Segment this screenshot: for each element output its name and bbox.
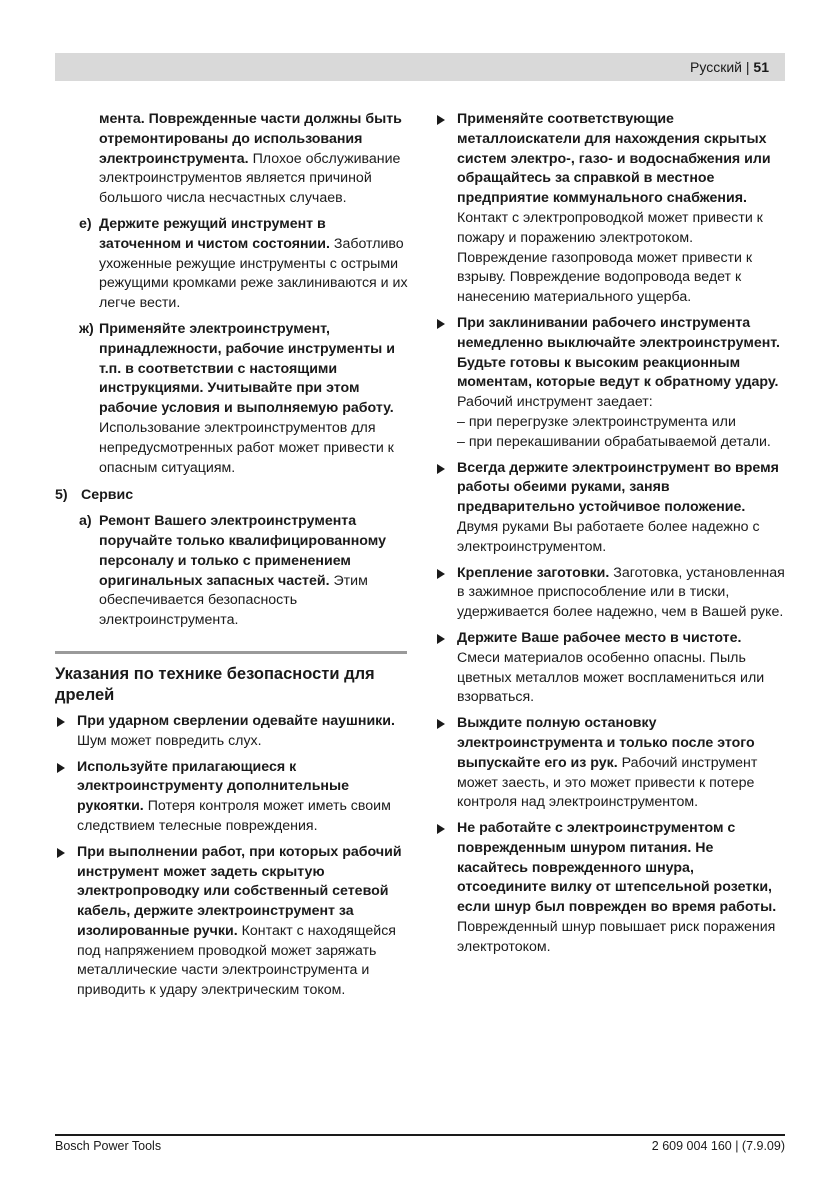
bullet-arrow-icon xyxy=(437,719,445,729)
footer-brand: Bosch Power Tools xyxy=(55,1139,162,1153)
drill-bullet-3: При выполнении работ, при которых рабочий инструмент может задеть скрытую электропроводку или собственный сетевой кабель, держите электроинструмент за изолированные ручки. Контакт с находящейся под напряжением проводкой может заряжать металлические части электроинструмента и приводить к удару электрическим током. xyxy=(55,843,410,1001)
bullet-arrow-icon xyxy=(437,115,445,125)
right-bullet-6: Выждите полную остановку электроинструмента и только после этого выпускайте его из рук. Рабочий инструмент может заесть, и это может привести к потере контроля над электроинструментом. xyxy=(437,714,787,813)
header-separator: | xyxy=(745,59,750,75)
bullet-arrow-icon xyxy=(437,319,445,329)
right-bullet-2: При заклинивании рабочего инструмента немедленно выключайте электроинструмент. Будьте готовы к высоким реакционным моментам, которые ведут к обратному удару. Рабочий инструмент заедает: – при перегрузке электроинструмента или – при перекашивании обрабатываемой детали. xyxy=(437,314,787,453)
right-bullet-1: Применяйте соответствующие металлоискатели для нахождения скрытых систем электро-, газо- и водоснабжения или обращайтесь за справкой в местное предприятие коммунального снабжения. Контакт с электропроводкой может привести к пожару и поражению электротоком. Повреждение газопровода может привести к взрыву. Повреждение водопровода ведет к нанесению материального ущерба. xyxy=(437,110,787,308)
bullet-arrow-icon xyxy=(57,848,65,858)
bullet-arrow-icon xyxy=(57,717,65,727)
drill-safety-heading: Указания по технике безопасности для дрелей xyxy=(55,664,375,704)
bullet-arrow-icon xyxy=(437,824,445,834)
drill-bullet-2: Используйте прилагающиеся к электроинструменту дополнительные рукоятки. Потеря контроля может иметь своим следствием телесные повреждения. xyxy=(55,758,410,837)
left-column xyxy=(55,110,410,1001)
section-5-item-a: a) Ремонт Вашего электроинструмента поручайте только квалифицированному персоналу и только с применением оригинальных запасных частей. Этим обеспечивается безопасность электроинструмента. xyxy=(79,513,386,629)
bullet-arrow-icon xyxy=(57,763,65,773)
page-header xyxy=(55,53,785,81)
right-column xyxy=(437,110,787,958)
bullet-arrow-icon xyxy=(437,464,445,474)
right-bullet-5: Держите Ваше рабочее место в чистоте. Смеси материалов особенно опасны. Пыль цветных металлов может воспламениться или взорваться. xyxy=(437,629,787,708)
bullet-arrow-icon xyxy=(437,634,445,644)
right-bullet-4: Крепление заготовки. Заготовка, установленная в зажимное приспособление или в тиски, удерживается более надежно, чем в Вашей руке. xyxy=(437,564,787,623)
item-e: e) Держите режущий инструмент в заточенном и чистом состоянии. Заботливо ухоженные режущие инструменты с острыми режущими кромками реже заклиниваются и их легче вести. xyxy=(79,215,408,312)
drill-bullet-1: При ударном сверлении одевайте наушники. Шум может повредить слух. xyxy=(55,712,410,752)
right-bullet-3: Всегда держите электроинструмент во время работы обеими руками, заняв предварительно устойчивое положение. Двумя руками Вы работаете более надежно с электроинструментом. xyxy=(437,459,787,558)
header-language: Русский xyxy=(690,59,742,75)
item-d-continuation: мента. Поврежденные части должны быть отремонтированы до использования электроинструмента. Плохое обслуживание электроинструментов является причиной большого числа несчастных случаев. xyxy=(99,111,402,207)
header-language-page xyxy=(690,59,769,75)
right-bullet-7: Не работайте с электроинструментом с поврежденным шнуром питания. Не касайтесь поврежденного шнура, отсоедините вилку от штепсельной розетки, если шнур был поврежден во время работы. Поврежденный шнур повышает риск поражения электротоком. xyxy=(437,819,787,958)
section-5-heading: 5) Сервис xyxy=(55,487,134,504)
bullet-arrow-icon xyxy=(437,569,445,579)
footer-divider xyxy=(55,1134,785,1136)
footer-doc-number: 2 609 004 160 | (7.9.09) xyxy=(651,1139,785,1153)
page-number: 51 xyxy=(753,59,769,75)
section-divider xyxy=(55,651,407,654)
dash-item: – при перегрузке электроинструмента или xyxy=(457,413,736,430)
dash-item: – при перекашивании обрабатываемой детали. xyxy=(457,433,771,450)
item-zh: ж) Применяйте электроинструмент, принадлежности, рабочие инструменты и т.п. в соответствии с настоящими инструкциями. Учитывайте при этом рабочие условия и выполняемую работу. Использование электроинструментов для непредусмотренных работ может привести к опасным ситуациям. xyxy=(79,320,395,476)
